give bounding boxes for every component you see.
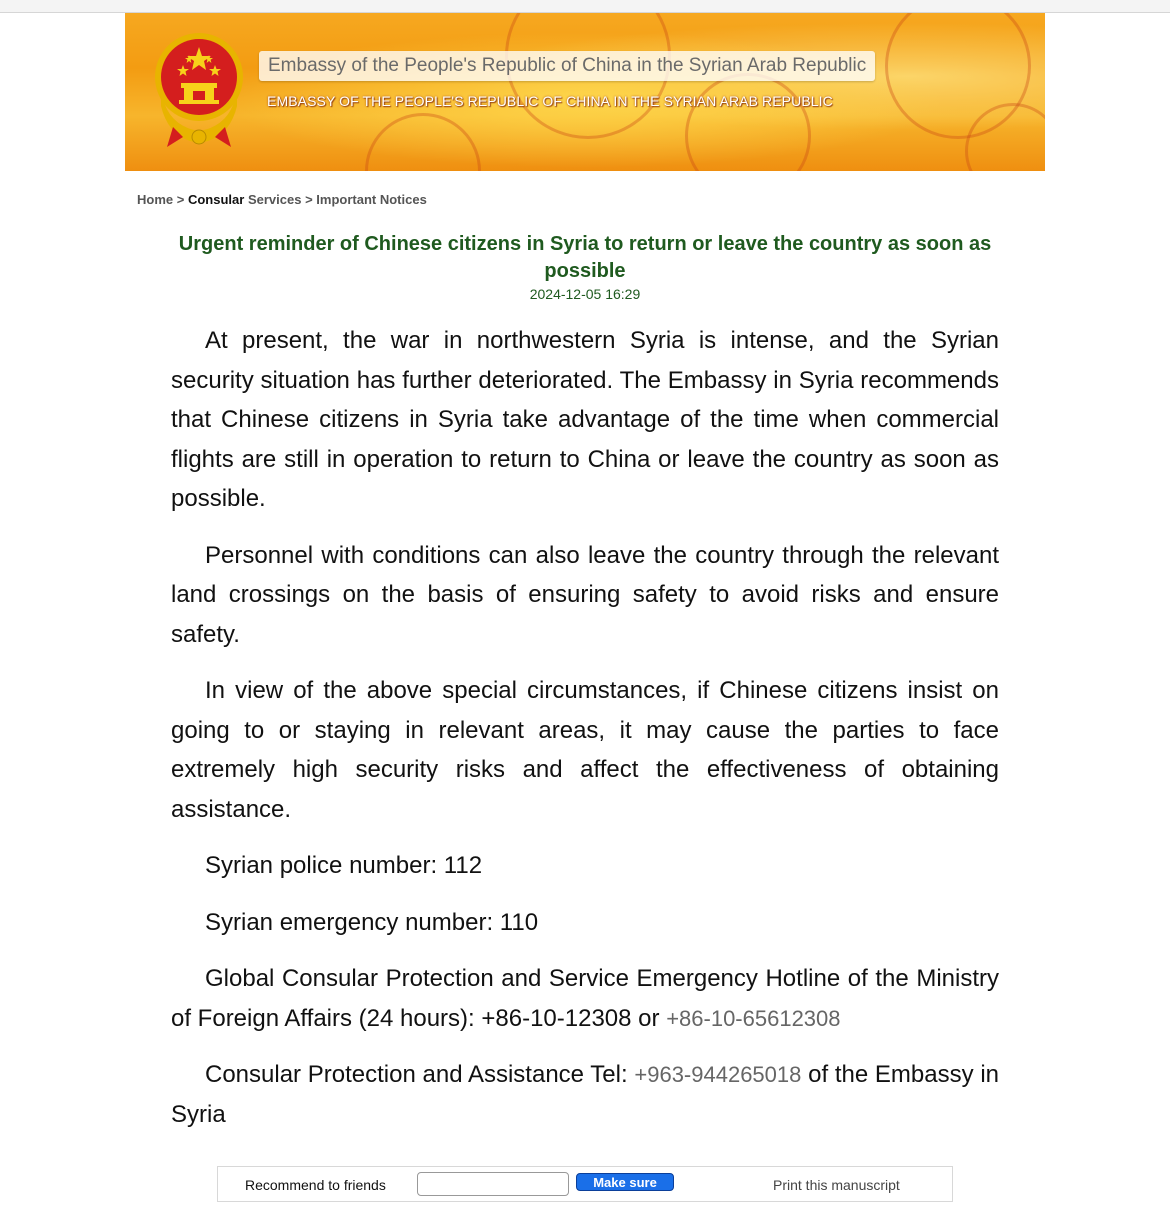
print-manuscript-link[interactable]: Print this manuscript [773,1177,900,1193]
hotline-text: Global Consular Protection and Service Emergency Hotline of the Ministry of Foreign Affairs (24 hours): +86-10-12308 or [171,965,999,1032]
browser-top-bar [0,0,1170,13]
banner-title: Embassy of the People's Republic of China in the Syrian Arab Republic [259,51,875,81]
breadcrumb-consular-label: Consular [187,192,245,207]
breadcrumb-services-label: Services [247,192,302,207]
banner-subtitle: EMBASSY OF THE PEOPLE'S REPUBLIC OF CHINA IN THE SYRIAN ARAB REPUBLIC [267,93,833,109]
hotline-paragraph [171,959,999,1038]
recommend-label: Recommend to friends [245,1177,386,1193]
breadcrumb-home-link[interactable]: Home [137,192,174,207]
banner-swirl [365,113,481,171]
recommend-email-input[interactable] [417,1172,569,1196]
breadcrumb-consular-services-link[interactable] [188,192,301,207]
article-paragraph: Personnel with conditions can also leave the country through the relevant land crossings on the basis of ensuring safety to avoid risks and ensure safety. [171,541,999,648]
article-paragraph: At present, the war in northwestern Syria is intense, and the Syrian security situation has further deteriorated. The Embassy in Syria recommends that Chinese citizens in Syria take advantage of the time when commercial flights are still in operation to return to China or leave the country as soon as possible. [171,327,999,512]
assistance-paragraph [171,1055,999,1134]
assistance-prefix: Consular Protection and Assistance Tel: [205,1061,628,1088]
national-emblem-icon [153,31,245,149]
breadcrumb-important-notices-link[interactable]: Important Notices [316,192,427,207]
make-sure-button[interactable]: Make sure [576,1173,674,1191]
article-title: Urgent reminder of Chinese citizens in Syria to return or leave the country as soon as possible [178,233,992,282]
police-number: Syrian police number: 112 [205,852,483,879]
embassy-banner [125,13,1045,171]
assistance-suffix: of the Embassy in Syria [171,1061,999,1128]
article-body [171,321,999,1151]
breadcrumb-separator: > [305,192,313,207]
article-footer-toolbar [217,1166,953,1202]
breadcrumb-separator: > [176,192,185,207]
emergency-number: Syrian emergency number: 110 [205,908,539,936]
article-date: 2024-12-05 16:29 [529,286,641,302]
hotline-phone-link[interactable]: +86-10-65612308 [666,1005,841,1031]
article-paragraph: In view of the above special circumstances, if Chinese citizens insist on going to or staying in relevant areas, it may cause the parties to face extremely high security risks and affect the effectiveness of obtaining assistance. [171,677,999,823]
breadcrumb [137,192,427,207]
banner-swirl [685,73,811,171]
assistance-phone-link[interactable]: +963-944265018 [634,1062,802,1087]
